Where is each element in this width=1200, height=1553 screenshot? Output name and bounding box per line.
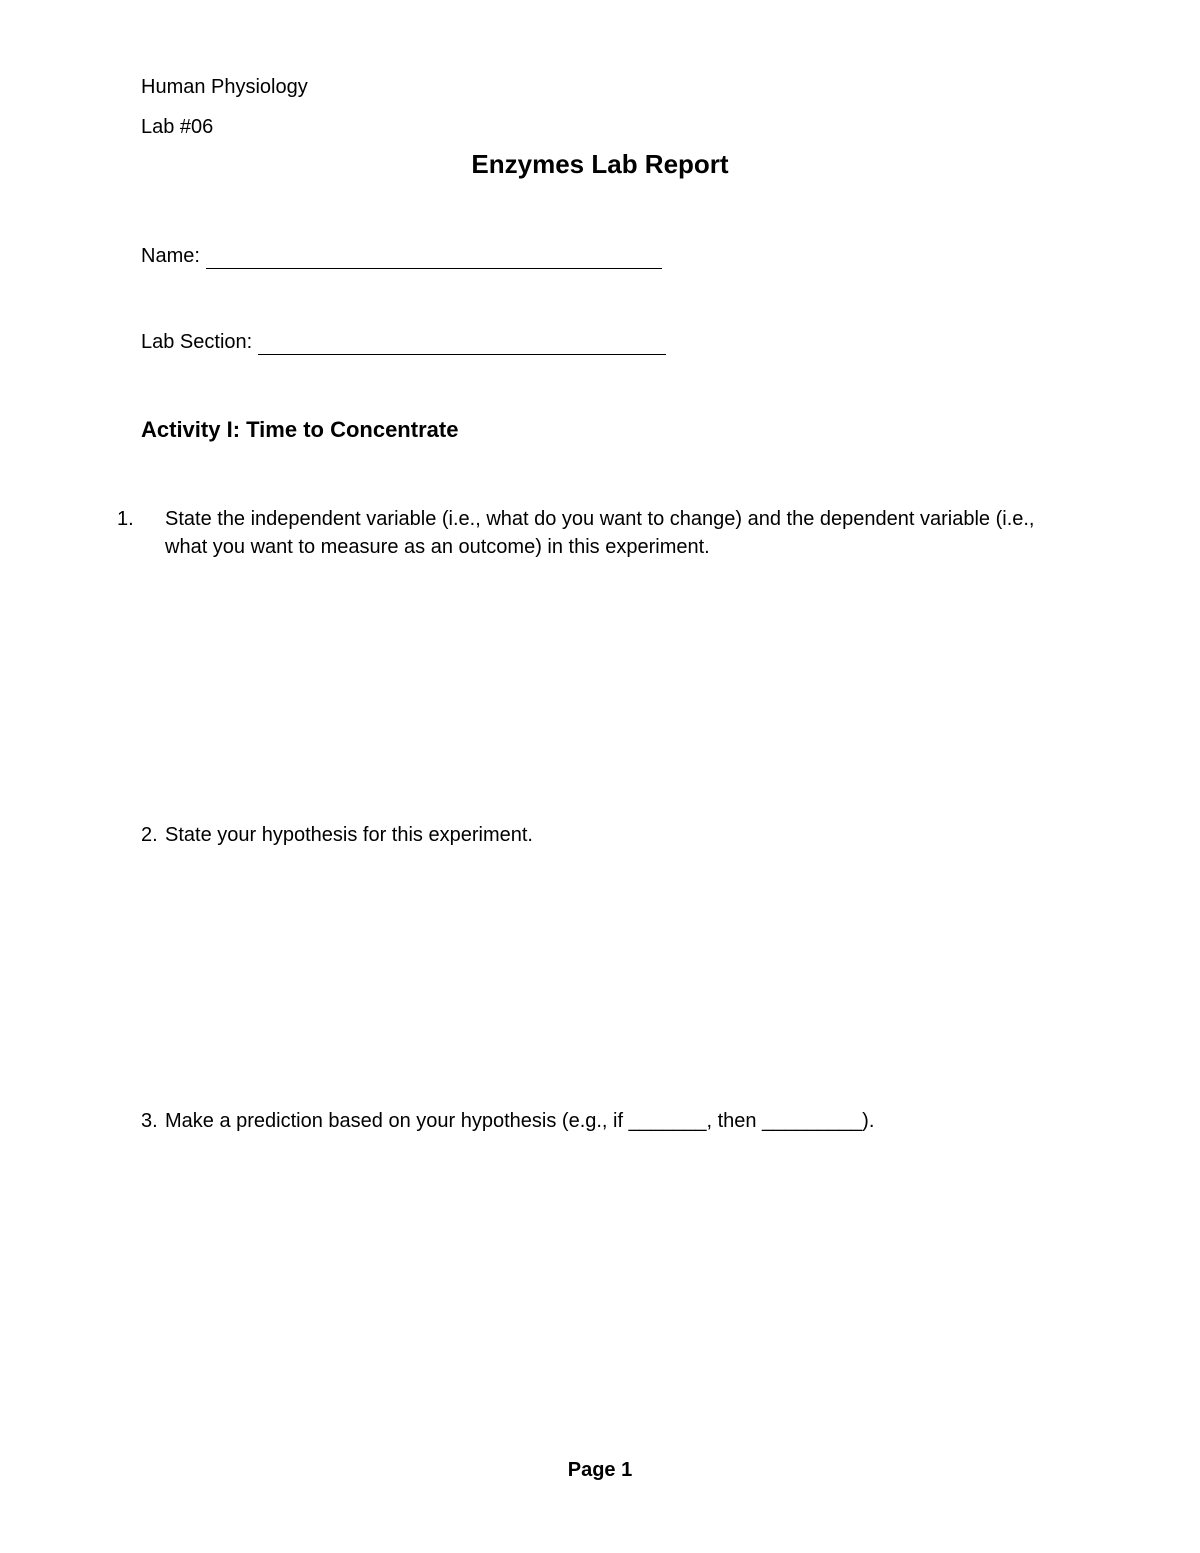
page-number-footer: Page 1 xyxy=(567,1459,633,1481)
lab-number: Lab #06 xyxy=(141,116,214,138)
question-2 xyxy=(141,821,1041,849)
page-title: Enzymes Lab Report xyxy=(471,149,729,179)
question-1 xyxy=(117,505,1041,561)
question-number: 1. xyxy=(117,508,134,530)
question-number: 3. xyxy=(141,1110,158,1132)
name-label: Name: xyxy=(141,245,200,267)
lab-section-blank-line[interactable] xyxy=(258,334,666,355)
question-text: State your hypothesis for this experiment. xyxy=(165,824,533,846)
question-number: 2. xyxy=(141,824,158,846)
question-text: Make a prediction based on your hypothesis (e.g., if _______, then _________). xyxy=(165,1110,875,1132)
course-name: Human Physiology xyxy=(141,76,308,98)
question-text: State the independent variable (i.e., what do you want to change) and the dependent variable (i.e., what you want to measure as an outcome) in this experiment. xyxy=(165,508,1035,558)
lab-section-label: Lab Section: xyxy=(141,331,253,353)
name-blank-line[interactable] xyxy=(206,248,662,269)
question-3 xyxy=(141,1107,1041,1135)
lab-section-field-row xyxy=(141,329,666,355)
name-field-row xyxy=(141,243,662,269)
activity-heading: Activity I: Time to Concentrate xyxy=(141,417,459,442)
